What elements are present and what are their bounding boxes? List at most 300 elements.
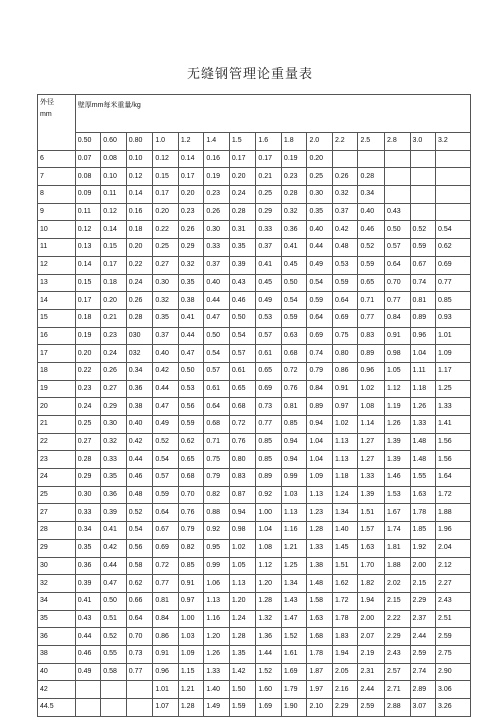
outer-diameter-cell: 29 (38, 539, 76, 557)
weight-cell: 1.33 (358, 469, 385, 487)
weight-cell: 0.46 (126, 469, 153, 487)
weight-cell: 1.24 (332, 486, 358, 504)
weight-cell: 1.21 (281, 539, 307, 557)
weight-cell: 0.56 (126, 539, 153, 557)
weight-cell: 1.97 (307, 681, 333, 699)
weight-cell: 0.76 (281, 380, 307, 398)
outer-diameter-cell: 25 (38, 486, 76, 504)
weight-cell: 0.64 (153, 504, 179, 522)
weight-cell: 0.71 (204, 433, 230, 451)
weight-cell: 0.41 (75, 592, 101, 610)
outer-diameter-cell: 21 (38, 416, 76, 434)
weight-cell: 0.54 (229, 327, 256, 345)
weight-cell: 0.76 (178, 504, 204, 522)
weight-cell: 1.64 (436, 469, 471, 487)
weight-cell: 030 (126, 327, 153, 345)
weight-cell: 0.24 (126, 274, 153, 292)
weight-cell: 1.39 (385, 433, 411, 451)
weight-cell (385, 150, 411, 168)
weight-cell (385, 168, 411, 186)
weight-cell: 1.02 (229, 539, 256, 557)
weight-cell: 1.04 (307, 433, 333, 451)
weight-cell: 0.28 (229, 203, 256, 221)
weight-cell: 0.77 (256, 416, 282, 434)
weight-cell: 0.54 (436, 221, 471, 239)
weight-cell: 0.39 (229, 256, 256, 274)
weight-cell: 1.45 (332, 539, 358, 557)
table-row (38, 681, 471, 699)
table-row (38, 416, 471, 434)
weight-cell: 0.40 (204, 274, 230, 292)
wall-thickness-cell: 1.8 (281, 133, 307, 151)
weight-cell: 2.10 (307, 699, 333, 717)
outer-diameter-cell: 15 (38, 309, 76, 327)
weight-cell: 0.68 (178, 469, 204, 487)
weight-cell: 0.20 (229, 168, 256, 186)
weight-cell: 0.23 (178, 203, 204, 221)
weight-cell: 0.35 (75, 539, 101, 557)
weight-cell: 0.56 (178, 398, 204, 416)
weight-cell: 0.59 (410, 239, 436, 257)
weight-cell: 1.70 (358, 557, 385, 575)
weight-cell: 1.13 (332, 433, 358, 451)
weight-cell: 0.73 (126, 645, 153, 663)
weight-cell: 0.77 (436, 274, 471, 292)
weight-cell: 0.69 (307, 327, 333, 345)
weight-cell: 1.03 (281, 486, 307, 504)
weight-cell (436, 203, 471, 221)
weight-cell: 0.09 (75, 186, 101, 204)
weight-cell: 2.16 (332, 681, 358, 699)
weight-cell: 0.82 (204, 486, 230, 504)
weight-cell: 2.44 (358, 681, 385, 699)
weight-cell: 1.63 (307, 610, 333, 628)
weight-cell: 0.34 (358, 186, 385, 204)
outer-diameter-cell: 35 (38, 610, 76, 628)
weight-cell: 1.08 (358, 398, 385, 416)
weight-cell: 1.26 (410, 398, 436, 416)
weight-cell: 0.17 (75, 292, 101, 310)
weight-cell: 1.16 (204, 610, 230, 628)
weight-cell: 0.64 (385, 256, 411, 274)
wall-thickness-cell: 2.2 (332, 133, 358, 151)
wall-thickness-header: 壁厚mm每米重量/kg (75, 95, 470, 133)
weight-cell: 0.32 (153, 292, 179, 310)
weight-cell: 0.54 (281, 292, 307, 310)
weight-cell: 0.48 (332, 239, 358, 257)
weight-cell: 0.39 (75, 575, 101, 593)
weight-cell: 1.49 (204, 699, 230, 717)
weight-cell: 0.25 (75, 416, 101, 434)
weight-cell: 0.79 (178, 522, 204, 540)
weight-cell: 0.13 (75, 239, 101, 257)
outer-diameter-cell: 20 (38, 398, 76, 416)
weight-cell: 1.48 (410, 433, 436, 451)
weight-cell: 1.27 (358, 433, 385, 451)
table-row (38, 221, 471, 239)
weight-cell (358, 150, 385, 168)
weight-cell: 1.06 (204, 575, 230, 593)
weight-cell: 1.81 (385, 539, 411, 557)
weight-cell: 0.51 (101, 610, 127, 628)
weight-cell: 1.94 (358, 592, 385, 610)
weight-cell (385, 186, 411, 204)
weight-cell: 1.90 (281, 699, 307, 717)
weight-cell: 1.33 (410, 416, 436, 434)
wall-thickness-cell: 2.5 (358, 133, 385, 151)
weight-cell: 2.75 (436, 645, 471, 663)
weight-cell: 0.21 (101, 309, 127, 327)
weight-cell: 0.11 (75, 203, 101, 221)
table-row (38, 433, 471, 451)
weight-cell: 1.82 (358, 575, 385, 593)
outer-diameter-cell: 10 (38, 221, 76, 239)
outer-diameter-cell: 24 (38, 469, 76, 487)
weight-cell: 0.97 (332, 398, 358, 416)
weight-cell: 1.61 (281, 645, 307, 663)
weight-cell: 0.26 (332, 168, 358, 186)
weight-cell: 1.09 (178, 645, 204, 663)
weight-cell: 0.44 (75, 628, 101, 646)
weight-cell: 1.07 (153, 699, 179, 717)
weight-cell (75, 699, 101, 717)
weight-cell: 1.24 (229, 610, 256, 628)
weight-cell: 1.39 (358, 486, 385, 504)
weight-cell: 3.07 (410, 699, 436, 717)
table-row (38, 256, 471, 274)
table-row (38, 610, 471, 628)
weight-cell: 1.63 (410, 486, 436, 504)
weight-cell: 1.68 (307, 628, 333, 646)
weight-cell: 0.41 (178, 309, 204, 327)
weight-cell: 0.61 (229, 362, 256, 380)
weight-cell: 1.16 (281, 522, 307, 540)
weight-cell: 0.52 (358, 239, 385, 257)
table-row (38, 309, 471, 327)
wall-thickness-cell: 0.50 (75, 133, 101, 151)
weight-cell: 2.59 (358, 699, 385, 717)
weight-cell: 0.94 (281, 451, 307, 469)
weight-cell: 1.48 (410, 451, 436, 469)
weight-cell: 0.12 (75, 221, 101, 239)
weight-cell: 0.77 (385, 292, 411, 310)
weight-cell: 0.20 (178, 186, 204, 204)
wall-thickness-cell: 1.2 (178, 133, 204, 151)
weight-cell: 0.18 (126, 221, 153, 239)
weight-cell: 0.98 (385, 345, 411, 363)
table-row (38, 522, 471, 540)
weight-cell: 0.57 (204, 362, 230, 380)
weight-cell: 0.28 (75, 451, 101, 469)
outer-diameter-cell: 42 (38, 681, 76, 699)
weight-cell: 0.59 (307, 292, 333, 310)
weight-cell: 0.37 (153, 327, 179, 345)
wall-thickness-cell: 3.2 (436, 133, 471, 151)
table-row (38, 469, 471, 487)
table-row (38, 504, 471, 522)
weight-cell: 0.85 (256, 433, 282, 451)
weight-cell: 0.15 (101, 239, 127, 257)
table-row (38, 645, 471, 663)
steel-pipe-weight-table (37, 94, 471, 717)
weight-cell: 0.35 (153, 309, 179, 327)
weight-cell: 2.05 (332, 663, 358, 681)
outer-diameter-cell: 27 (38, 504, 76, 522)
weight-cell: 0.94 (229, 504, 256, 522)
weight-cell: 2.12 (436, 557, 471, 575)
weight-cell: 1.52 (256, 663, 282, 681)
weight-cell: 1.18 (332, 469, 358, 487)
weight-cell: 0.08 (101, 150, 127, 168)
weight-cell: 0.26 (178, 221, 204, 239)
weight-cell (101, 699, 127, 717)
table-row (38, 539, 471, 557)
weight-cell: 0.70 (126, 628, 153, 646)
table-row (38, 486, 471, 504)
weight-cell: 0.62 (126, 575, 153, 593)
weight-cell: 0.49 (75, 663, 101, 681)
weight-cell: 0.17 (153, 186, 179, 204)
weight-cell: 0.32 (101, 433, 127, 451)
weight-cell: 2.74 (410, 663, 436, 681)
weight-cell: 0.89 (410, 309, 436, 327)
weight-cell: 2.27 (436, 575, 471, 593)
table-row (38, 398, 471, 416)
weight-cell: 0.43 (229, 274, 256, 292)
weight-cell: 0.85 (281, 416, 307, 434)
weight-cell: 1.26 (385, 416, 411, 434)
weight-cell: 1.43 (281, 592, 307, 610)
weight-cell: 0.75 (332, 327, 358, 345)
weight-cell: 0.27 (101, 380, 127, 398)
weight-cell: 0.29 (178, 239, 204, 257)
outer-diameter-cell: 13 (38, 274, 76, 292)
weight-cell: 0.49 (256, 292, 282, 310)
weight-cell: 2.29 (332, 699, 358, 717)
weight-cell: 0.95 (204, 539, 230, 557)
weight-cell: 0.50 (281, 274, 307, 292)
weight-cell: 2.59 (436, 628, 471, 646)
outer-diameter-cell: 14 (38, 292, 76, 310)
weight-cell: 2.59 (410, 645, 436, 663)
outer-diameter-cell: 44.5 (38, 699, 76, 717)
weight-cell: 0.97 (178, 592, 204, 610)
table-row (38, 168, 471, 186)
outer-diameter-label: 外径 (40, 99, 54, 106)
weight-cell: 0.93 (436, 309, 471, 327)
weight-cell (436, 168, 471, 186)
weight-cell: 1.18 (410, 380, 436, 398)
weight-cell: 1.33 (307, 539, 333, 557)
weight-cell: 0.52 (410, 221, 436, 239)
weight-cell (410, 150, 436, 168)
weight-cell: 0.57 (256, 327, 282, 345)
weight-cell: 0.35 (178, 274, 204, 292)
weight-cell: 0.17 (256, 150, 282, 168)
table-row (38, 557, 471, 575)
weight-cell: 0.23 (281, 168, 307, 186)
weight-cell: 0.52 (126, 504, 153, 522)
weight-cell: 0.53 (178, 380, 204, 398)
weight-cell: 1.00 (256, 504, 282, 522)
weight-cell: 0.94 (307, 416, 333, 434)
weight-cell: 1.83 (332, 628, 358, 646)
table-row (38, 327, 471, 345)
weight-cell: 0.69 (256, 380, 282, 398)
weight-cell (436, 150, 471, 168)
weight-cell: 1.28 (229, 628, 256, 646)
weight-cell: 0.64 (204, 398, 230, 416)
weight-cell: 2.02 (385, 575, 411, 593)
weight-cell: 1.69 (281, 663, 307, 681)
weight-cell: 1.34 (281, 575, 307, 593)
weight-cell: 0.17 (101, 256, 127, 274)
weight-cell: 0.49 (153, 416, 179, 434)
table-row (38, 239, 471, 257)
weight-cell: 1.74 (385, 522, 411, 540)
weight-cell: 1.33 (436, 398, 471, 416)
weight-cell: 0.39 (101, 504, 127, 522)
weight-cell: 1.34 (332, 504, 358, 522)
weight-cell: 0.77 (358, 309, 385, 327)
weight-cell: 2.44 (410, 628, 436, 646)
weight-cell: 2.43 (436, 592, 471, 610)
weight-cell: 1.03 (178, 628, 204, 646)
weight-cell: 0.12 (101, 203, 127, 221)
header-row (38, 95, 471, 133)
weight-cell: 0.29 (256, 203, 282, 221)
weight-cell: 0.32 (332, 186, 358, 204)
weight-cell: 0.11 (101, 186, 127, 204)
weight-cell: 0.30 (101, 416, 127, 434)
weight-cell: 0.44 (101, 557, 127, 575)
weight-cell: 0.27 (75, 433, 101, 451)
weight-cell: 0.37 (332, 203, 358, 221)
weight-cell: 0.37 (256, 239, 282, 257)
outer-diameter-cell: 7 (38, 168, 76, 186)
weight-cell: 1.25 (281, 557, 307, 575)
weight-cell: 0.43 (75, 610, 101, 628)
wall-thickness-cell: 1.6 (256, 133, 282, 151)
weight-cell: 1.11 (410, 362, 436, 380)
weight-cell: 1.50 (229, 681, 256, 699)
weight-cell: 0.20 (126, 239, 153, 257)
weight-cell: 0.84 (153, 610, 179, 628)
weight-cell: 1.17 (436, 362, 471, 380)
outer-diameter-cell: 11 (38, 239, 76, 257)
outer-diameter-cell: 36 (38, 628, 76, 646)
weight-cell: 0.15 (75, 274, 101, 292)
weight-cell: 0.20 (153, 203, 179, 221)
weight-cell: 0.89 (307, 398, 333, 416)
table-row (38, 362, 471, 380)
weight-cell: 0.20 (307, 150, 333, 168)
weight-cell: 0.70 (385, 274, 411, 292)
weight-cell: 0.85 (178, 557, 204, 575)
table-row (38, 592, 471, 610)
outer-diameter-cell: 8 (38, 186, 76, 204)
weight-cell: 2.04 (436, 539, 471, 557)
weight-cell: 1.87 (307, 663, 333, 681)
weight-cell: 1.28 (178, 699, 204, 717)
weight-cell: 0.36 (281, 221, 307, 239)
weight-cell: 1.32 (256, 610, 282, 628)
weight-cell: 0.32 (281, 203, 307, 221)
weight-cell: 1.23 (307, 504, 333, 522)
weight-cell: 0.74 (410, 274, 436, 292)
weight-cell: 1.28 (256, 592, 282, 610)
weight-cell: 1.13 (281, 504, 307, 522)
wall-thickness-cell: 3.0 (410, 133, 436, 151)
weight-cell: 0.19 (204, 168, 230, 186)
weight-cell: 0.40 (307, 221, 333, 239)
table-row (38, 150, 471, 168)
outer-diameter-cell: 18 (38, 362, 76, 380)
weight-cell: 0.66 (126, 592, 153, 610)
weight-cell: 1.78 (410, 504, 436, 522)
weight-cell: 3.06 (436, 681, 471, 699)
weight-cell: 0.84 (385, 309, 411, 327)
weight-cell: 1.63 (358, 539, 385, 557)
outer-diameter-cell: 32 (38, 575, 76, 593)
outer-diameter-cell: 30 (38, 557, 76, 575)
weight-cell: 0.75 (204, 451, 230, 469)
weight-cell: 2.88 (385, 699, 411, 717)
weight-cell (332, 150, 358, 168)
weight-cell: 0.16 (126, 203, 153, 221)
weight-cell: 0.70 (178, 486, 204, 504)
weight-cell: 1.52 (281, 628, 307, 646)
weight-cell: 2.19 (358, 645, 385, 663)
weight-cell: 0.50 (204, 327, 230, 345)
weight-cell: 1.25 (436, 380, 471, 398)
weight-cell: 1.88 (436, 504, 471, 522)
weight-cell: 1.21 (178, 681, 204, 699)
weight-cell: 0.59 (153, 486, 179, 504)
weight-cell: 1.51 (332, 557, 358, 575)
outer-diameter-cell: 34 (38, 592, 76, 610)
weight-cell: 1.02 (332, 416, 358, 434)
weight-cell: 0.42 (332, 221, 358, 239)
weight-cell: 0.42 (101, 539, 127, 557)
weight-cell: 0.59 (358, 256, 385, 274)
weight-cell (126, 681, 153, 699)
weight-cell: 1.13 (332, 451, 358, 469)
weight-cell: 0.54 (307, 274, 333, 292)
weight-cell: 0.12 (126, 168, 153, 186)
weight-cell: 1.09 (307, 469, 333, 487)
weight-cell: 1.33 (204, 663, 230, 681)
weight-cell: 0.35 (307, 203, 333, 221)
weight-cell: 1.01 (436, 327, 471, 345)
table-row (38, 274, 471, 292)
weight-cell: 1.20 (256, 575, 282, 593)
weight-cell: 1.56 (436, 451, 471, 469)
weight-cell: 1.04 (256, 522, 282, 540)
outer-diameter-cell: 12 (38, 256, 76, 274)
weight-cell (75, 681, 101, 699)
weight-cell: 0.44 (204, 292, 230, 310)
outer-diameter-cell: 40 (38, 663, 76, 681)
weight-cell: 0.57 (229, 345, 256, 363)
weight-cell: 2.15 (385, 592, 411, 610)
weight-cell: 0.81 (281, 398, 307, 416)
weight-cell: 0.22 (153, 221, 179, 239)
weight-cell: 1.20 (229, 592, 256, 610)
weight-cell: 0.77 (126, 663, 153, 681)
weight-cell: 0.29 (75, 469, 101, 487)
weight-cell: 1.48 (307, 575, 333, 593)
